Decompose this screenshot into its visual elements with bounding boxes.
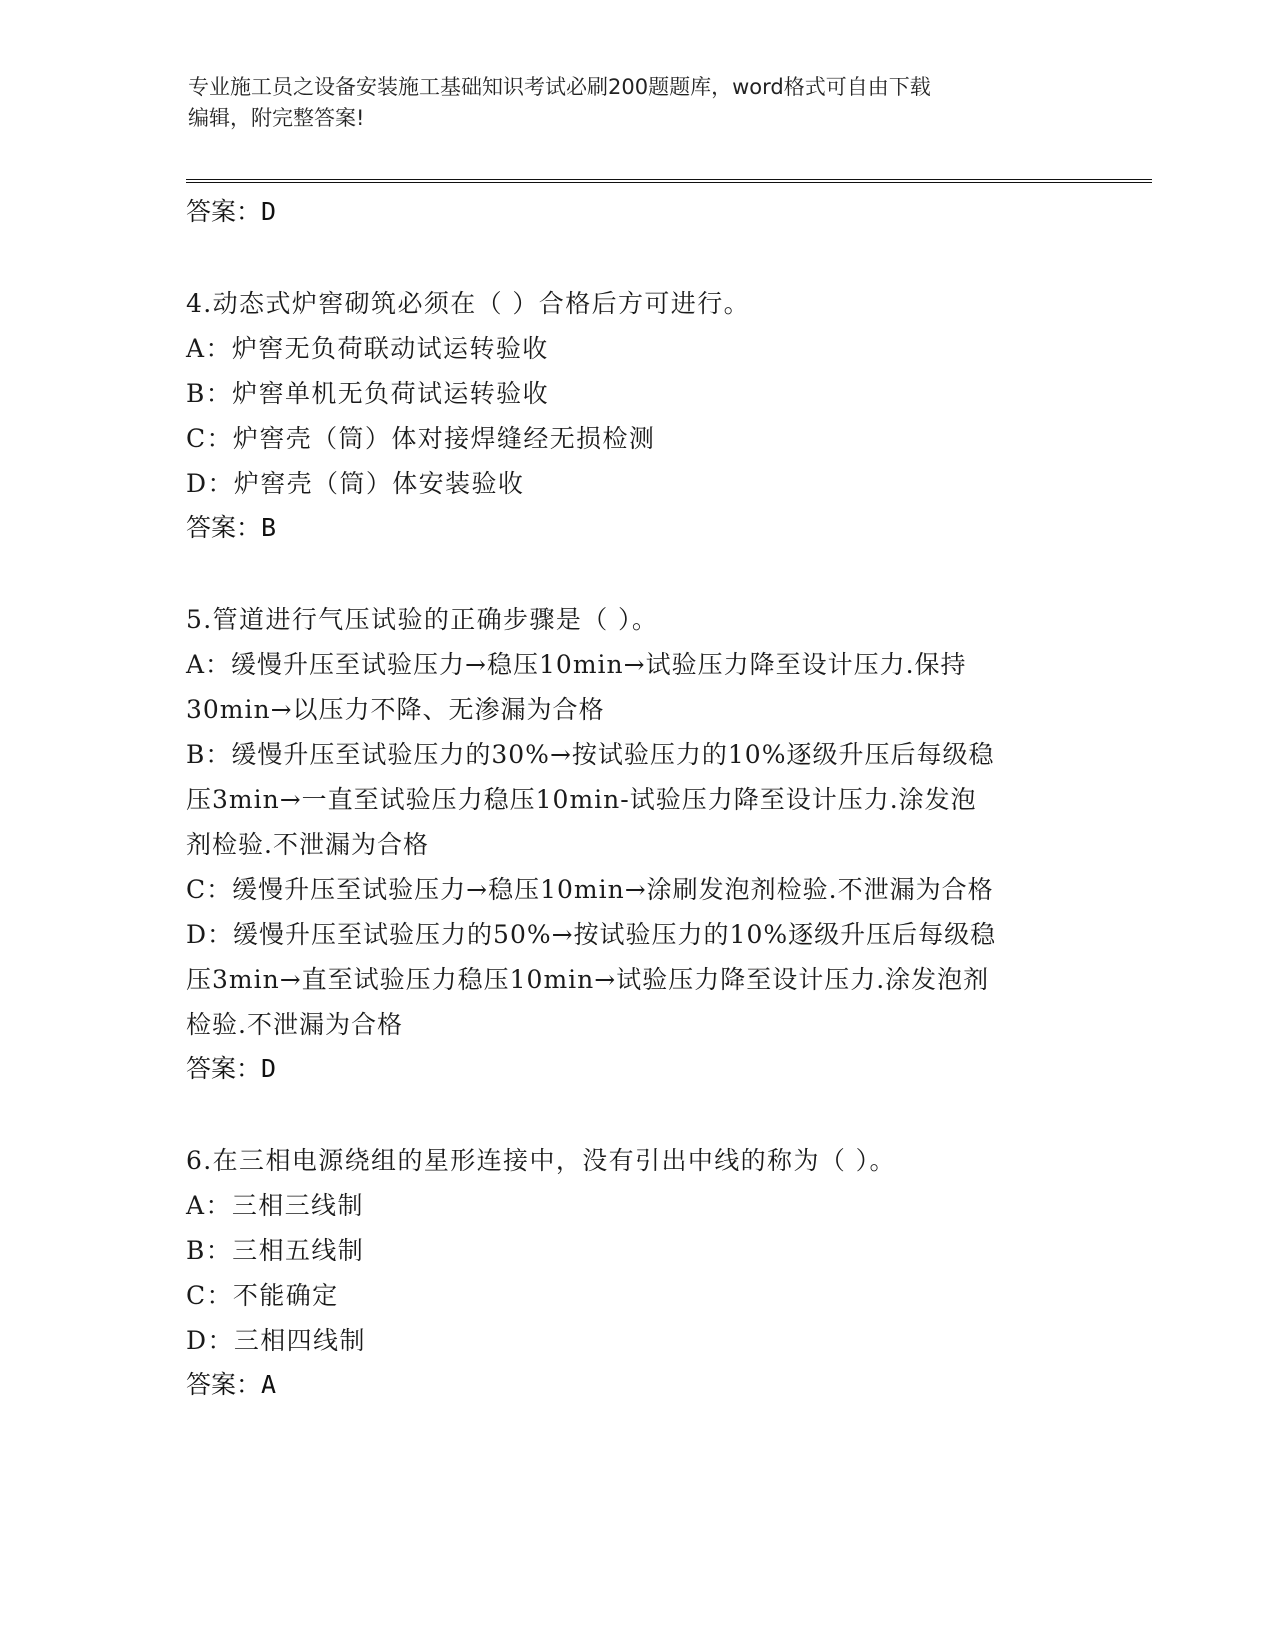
document-header bbox=[188, 72, 1088, 134]
answer-label: 答案： bbox=[186, 1054, 262, 1083]
option-d: D：炉窖壳（筒）体安装验收 bbox=[186, 469, 525, 498]
option-d: D：三相四线制 bbox=[186, 1326, 366, 1355]
option-d-line-3: 检验.不泄漏为合格 bbox=[186, 1010, 403, 1039]
option-b: B：三相五线制 bbox=[186, 1236, 365, 1265]
answer-line bbox=[186, 1363, 1086, 1407]
option-a: A：三相三线制 bbox=[186, 1191, 364, 1220]
question-stem: 6.在三相电源绕组的星形连接中，没有引出中线的称为（ ）。 bbox=[186, 1146, 896, 1175]
answer-value: D bbox=[261, 197, 277, 226]
option-c: C：缓慢升压至试验压力→稳压10min→涂刷发泡剂检验.不泄漏为合格 bbox=[186, 875, 994, 904]
option-b: B：炉窖单机无负荷试运转验收 bbox=[186, 379, 549, 408]
option-c: C：炉窖壳（筒）体对接焊缝经无损检测 bbox=[186, 424, 656, 453]
answer-label: 答案： bbox=[186, 197, 262, 226]
answer-value: B bbox=[261, 513, 277, 542]
question-4 bbox=[186, 281, 1086, 550]
answer-label: 答案： bbox=[186, 513, 262, 542]
option-a-line-1: A：缓慢升压至试验压力→稳压10min→试验压力降至设计压力.保持 bbox=[186, 650, 967, 679]
question-5 bbox=[186, 597, 1086, 1091]
answer-line bbox=[186, 190, 1086, 234]
option-d-line-2: 压3min→直至试验压力稳压10min→试验压力降至设计压力.涂发泡剂 bbox=[186, 965, 990, 994]
answer-line bbox=[186, 506, 1086, 550]
option-c: C：不能确定 bbox=[186, 1281, 339, 1310]
header-divider bbox=[186, 179, 1152, 183]
answer-value: D bbox=[261, 1054, 277, 1083]
answer-line bbox=[186, 1047, 1086, 1091]
option-d-line-1: D：缓慢升压至试验压力的50%→按试验压力的10%逐级升压后每级稳 bbox=[186, 920, 997, 949]
answer-label: 答案： bbox=[186, 1370, 262, 1399]
option-a-line-2: 30min→以压力不降、无渗漏为合格 bbox=[186, 695, 605, 724]
document-body bbox=[186, 190, 1086, 1407]
option-a: A：炉窖无负荷联动试运转验收 bbox=[186, 334, 549, 363]
question-stem: 5.管道进行气压试验的正确步骤是（ ）。 bbox=[186, 605, 659, 634]
answer-value: A bbox=[261, 1370, 277, 1399]
question-stem: 4.动态式炉窖砌筑必须在（ ）合格后方可进行。 bbox=[186, 289, 751, 318]
header-title-line-1: 专业施工员之设备安装施工基础知识考试必刷200题题库，word格式可自由下载 bbox=[188, 75, 931, 99]
option-b-line-1: B：缓慢升压至试验压力的30%→按试验压力的10%逐级升压后每级稳 bbox=[186, 740, 995, 769]
question-6 bbox=[186, 1138, 1086, 1407]
option-b-line-2: 压3min→一直至试验压力稳压10min-试验压力降至设计压力.涂发泡 bbox=[186, 785, 977, 814]
option-b-line-3: 剂检验.不泄漏为合格 bbox=[186, 830, 429, 859]
header-title-line-2: 编辑，附完整答案! bbox=[188, 106, 365, 130]
